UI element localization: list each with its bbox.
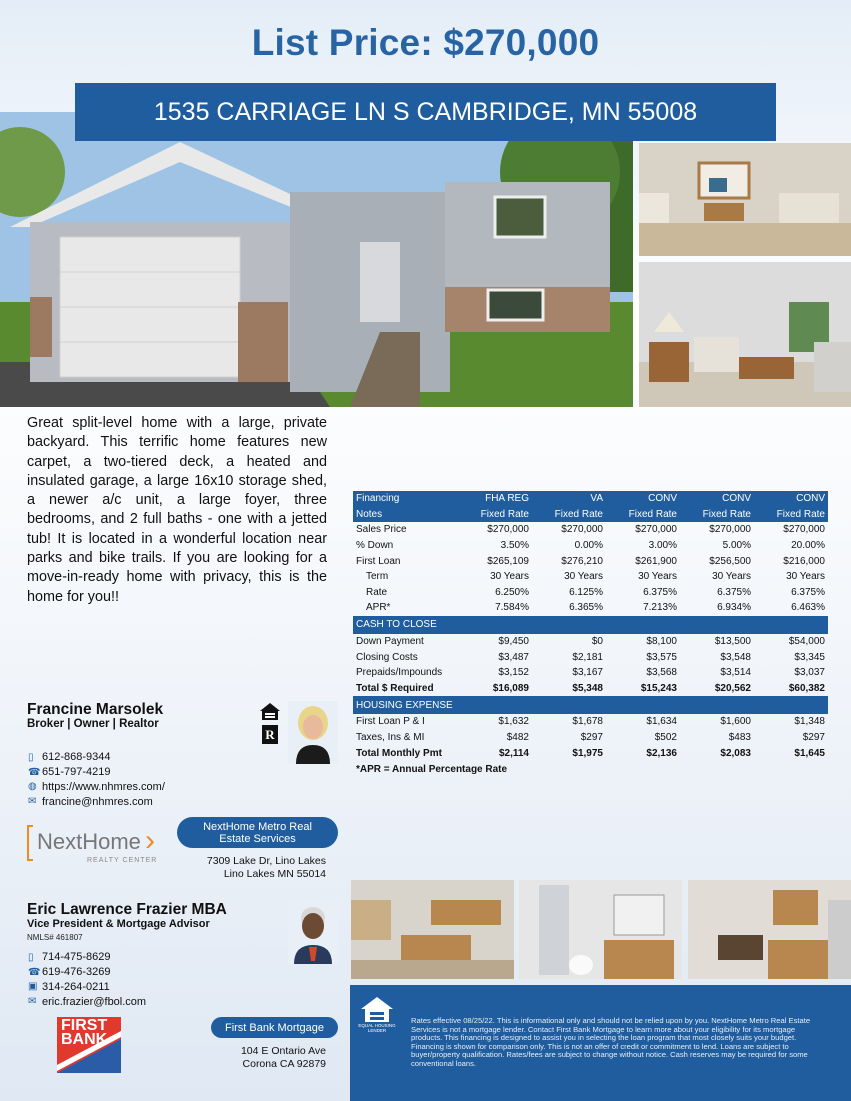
table-cell: $0 [591,636,603,648]
cash-to-close-section [353,616,828,634]
table-row [353,538,828,554]
table-cell: $2,181 [572,651,603,663]
table-cell: 30 Years [712,571,751,583]
table-cell: $1,645 [794,747,825,759]
realtor-phone1[interactable]: 612-868-9344 [42,751,111,764]
first-bank-logo [57,1017,121,1073]
realtor-email-link[interactable]: francine@nhmres.com [42,795,153,808]
table-cell: $3,514 [720,667,751,679]
lender-avatar [288,901,338,964]
row-label: Down Payment [356,636,424,648]
table-cell: $2,083 [720,747,751,759]
envelope-icon: ✉ [28,996,37,1008]
table-cell: $270,000 [635,524,677,536]
table-cell: $16,089 [492,682,529,694]
dining-photo [688,880,851,979]
row-label: Total Monthly Pmt [356,747,442,759]
realtor-website-row[interactable] [28,780,165,795]
table-cell: 7.213% [643,602,677,614]
realtor-email-row[interactable] [28,794,165,809]
table-cell: $3,345 [794,651,825,663]
table-cell: $1,678 [572,716,603,728]
row-label: APR* [366,602,391,614]
table-cell: $3,167 [572,667,603,679]
nexthome-logo-sub: REALTY CENTER [87,857,158,864]
row-label: Rate [366,586,388,598]
row-label: Term [366,571,389,583]
section-label: CASH TO CLOSE [356,619,437,631]
equal-housing-lender-icon [360,996,394,1032]
row-label: Sales Price [356,524,407,536]
table-cell: $8,100 [646,636,677,648]
table-row [353,649,828,665]
table-row [353,553,828,569]
table-cell: 6.463% [791,602,825,614]
table-row [353,745,828,761]
lender-contact-list [28,950,146,1009]
table-cell: $1,632 [498,716,529,728]
table-row [353,522,828,538]
table-cell: $3,548 [720,651,751,663]
mobile-phone-icon: ▯ [28,951,34,963]
table-header-cell: CONV [648,493,677,505]
table-cell: 6.125% [569,586,603,598]
lender-address-line2: Corona CA 92879 [242,1058,326,1070]
table-cell: 5.00% [722,540,751,552]
lender-phone1-row[interactable] [28,950,146,965]
phone-icon: ☎ [28,766,41,778]
apr-note: *APR = Annual Percentage Rate [356,763,508,775]
table-cell: 7.584% [495,602,529,614]
row-label: Total $ Required [356,682,434,694]
realtor-contact-list [28,750,165,809]
table-row [353,600,828,616]
lender-email-row[interactable] [28,994,146,1009]
first-bank-mortgage-button[interactable] [211,1017,338,1038]
table-cell: $1,975 [572,747,603,759]
table-subheader-row [353,507,828,523]
lender-name: Eric Lawrence Frazier MBA [27,901,227,918]
table-cell: 6.375% [717,586,751,598]
row-label: Closing Costs [356,651,418,663]
table-cell: $265,109 [487,555,529,567]
table-cell: $270,000 [487,524,529,536]
table-row [353,730,828,746]
table-cell: $216,000 [783,555,825,567]
table-cell: 0.00% [574,540,603,552]
table-cell: $270,000 [561,524,603,536]
table-cell: $3,152 [498,667,529,679]
table-row [353,665,828,681]
nexthome-logo [27,823,159,868]
living-room-photo-2 [639,262,851,407]
bathroom-photo [519,880,682,979]
lender-fax[interactable]: 314-264-0211 [42,980,110,993]
phone-icon: ☎ [28,966,41,978]
lender-nmls: NMLS# 461807 [27,933,83,942]
table-header-cell: Fixed Rate [702,508,751,520]
table-cell: 6.250% [495,586,529,598]
table-cell: $2,114 [498,747,529,759]
first-bank-logo-text: FIRST BANK [61,1017,108,1048]
lender-phone1[interactable]: 714-475-8629 [42,951,111,964]
realtor-website-link[interactable]: https://www.nhmres.com/ [42,780,165,793]
loan-rows [353,522,828,616]
lender-fax-row[interactable] [28,980,146,995]
housing-expense-section [353,696,828,714]
table-cell: $3,487 [498,651,529,663]
table-cell: 6.934% [717,602,751,614]
table-cell: $1,634 [646,716,677,728]
table-cell: $3,575 [646,651,677,663]
realtor-address-line1: 7309 Lake Dr, Lino Lakes [206,855,326,867]
globe-icon: ◍ [28,781,37,793]
nexthome-company-button[interactable] [177,817,338,848]
list-price-title: List Price: $270,000 [251,22,600,63]
table-cell: $261,900 [635,555,677,567]
living-room-photo-1 [639,143,851,256]
table-cell: $9,450 [498,636,529,648]
table-cell: 30 Years [564,571,603,583]
row-label: % Down [356,540,394,552]
lender-email-link[interactable]: eric.frazier@fbol.com [42,995,147,1008]
table-cell: $3,568 [646,667,677,679]
financing-table [353,491,828,775]
table-cell: $256,500 [709,555,751,567]
cash-rows [353,634,828,696]
table-cell: $297 [580,732,603,744]
table-cell: $60,382 [788,682,825,694]
table-cell: $15,243 [640,682,677,694]
housing-rows [353,714,828,761]
realtor-phone2[interactable]: 651-797-4219 [42,766,111,779]
table-cell: 30 Years [638,571,677,583]
table-header-cell: CONV [796,493,825,505]
lender-phone2-row[interactable] [28,965,146,980]
exterior-photo [0,112,633,407]
row-label: Taxes, Ins & MI [356,732,425,744]
table-cell: 6.375% [791,586,825,598]
lender-address-line1: 104 E Ontario Ave [240,1045,326,1057]
table-cell: $297 [802,732,825,744]
table-cell: $2,136 [646,747,677,759]
table-header-cell: Financing [356,493,400,505]
fax-icon: ▣ [28,981,38,993]
table-header-cell: VA [590,493,603,505]
chevron-right-icon: › [145,824,155,857]
realtor-phone1-row[interactable] [28,750,165,765]
address-text: 1535 CARRIAGE LN S CAMBRIDGE, MN 55008 [153,97,698,126]
table-header-cell: Fixed Rate [628,508,677,520]
table-cell: 30 Years [490,571,529,583]
table-cell: $20,562 [714,682,751,694]
realtor-phone2-row[interactable] [28,765,165,780]
nexthome-logo-text: NextHome [37,829,141,854]
table-cell: 6.375% [643,586,677,598]
table-cell: 3.50% [500,540,529,552]
table-header-cell: Fixed Rate [776,508,825,520]
row-label: Prepaids/Impounds [356,667,443,679]
table-cell: 3.00% [648,540,677,552]
table-cell: $270,000 [709,524,751,536]
table-row [353,569,828,585]
realtor-role: Broker | Owner | Realtor [27,718,159,730]
table-cell: $1,600 [720,716,751,728]
table-cell: 6.365% [569,602,603,614]
table-header-row [353,491,828,507]
realtor-address-line2: Lino Lakes MN 55014 [223,868,326,880]
table-cell: $13,500 [714,636,751,648]
envelope-icon: ✉ [28,796,37,808]
nexthome-company-label: NextHome Metro Real Estate Services [203,820,312,845]
row-label: First Loan P & I [356,716,425,728]
table-cell: 30 Years [786,571,825,583]
table-cell: $502 [654,732,677,744]
svg-text:R: R [265,727,275,742]
section-label: HOUSING EXPENSE [356,699,453,711]
table-cell: $54,000 [788,636,825,648]
table-row [353,714,828,730]
table-header-cell: Fixed Rate [480,508,529,520]
lender-phone2[interactable]: 619-476-3269 [42,966,111,979]
table-cell: $1,348 [794,716,825,728]
table-header-cell: FHA REG [485,493,529,505]
equal-housing-opportunity-icon [259,702,281,746]
realtor-name: Francine Marsolek [27,701,164,718]
table-cell: $276,210 [561,555,603,567]
table-cell: 20.00% [791,540,825,552]
table-cell: $5,348 [572,682,603,694]
equal-housing-lender-text: EQUAL HOUSING LENDER [358,1023,396,1033]
address-banner [75,83,776,141]
table-row [353,681,828,697]
table-cell: $3,037 [794,667,825,679]
table-cell: $482 [506,732,529,744]
table-row [353,585,828,601]
first-bank-mortgage-label: First Bank Mortgage [224,1021,325,1034]
mobile-phone-icon: ▯ [28,751,34,763]
lender-office-address [170,1045,326,1071]
table-header-cell: Notes [356,508,383,520]
property-description: Great split-level home with a large, private backyard. This terrific home features new carpet, a two-tiered deck, a heated and insulated garage, a large 16x10 storage shed, a newer a/c unit, a large foyer, three bedrooms, and 2 full baths - one with a jetted tub! It is located in a wonderful location near parks and bike trails. If you are looking for a move-in-ready home with privacy, this is the home for you!! [27,415,327,605]
disclaimer-text: Rates effective 08/25/22. This is informational only and should not be relied upon by you. NextHome Metro Real Estate Services is not a mortgage lender. Contact First Bank Mortgage to learn more about your eligibility for its mortgage products. This financing is designed to assist you in selecting the loan program that most closely suits your budget. Financing is shown for comparison only. This is not an offer of credit or commitment to lend. Loans are subject to buyer/property qualification. Rates/fees are subject to change without notice. Cash reserves may be required for some conventional loans. [411,1016,811,1068]
realtor-avatar [288,701,338,764]
kitchen-photo [351,880,514,979]
table-row [353,634,828,650]
table-header-cell: CONV [722,493,751,505]
table-header-cell: Fixed Rate [554,508,603,520]
table-cell: $270,000 [783,524,825,536]
row-label: First Loan [356,555,401,567]
lender-role: Vice President & Mortgage Advisor [27,918,210,930]
table-cell: $483 [728,732,751,744]
realtor-office-address [150,855,326,881]
